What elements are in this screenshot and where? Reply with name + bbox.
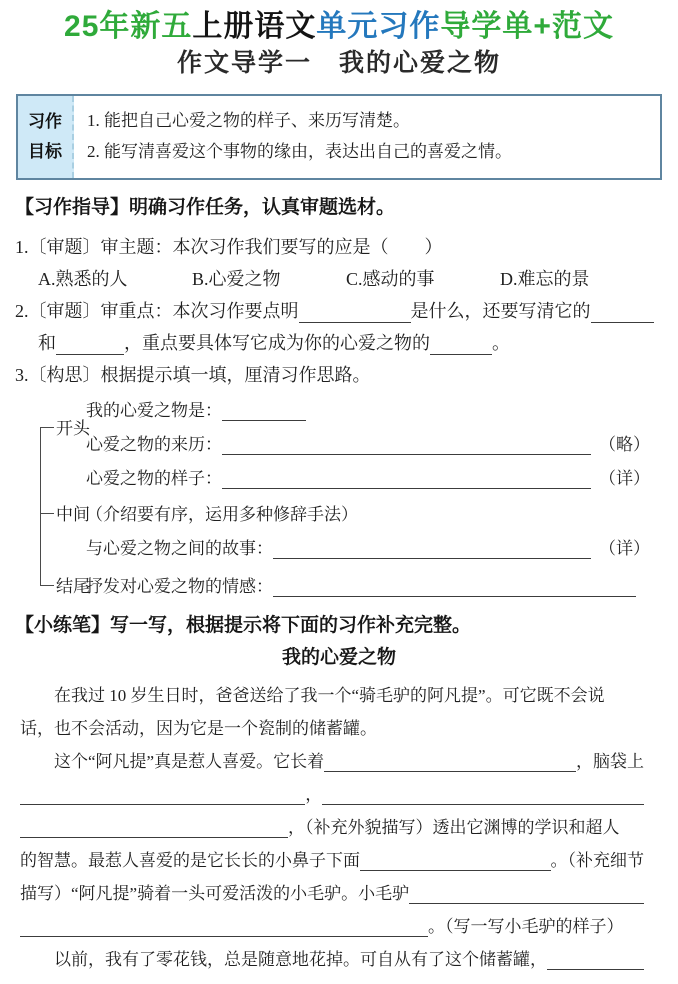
title-part-edition: 25年新五 — [64, 10, 193, 43]
fill-in-blank — [273, 553, 591, 559]
goal-item-1: 1. 能把自己心爱之物的样子、来历写清楚。 — [87, 111, 410, 130]
outline-row-appearance: 心爱之物的样子： （详） — [86, 468, 650, 488]
bracket-tick-start — [40, 427, 54, 428]
title-part-unit: 单元习作 — [316, 10, 441, 43]
outline-row-emotion: 抒发对心爱之物的情感： — [86, 573, 650, 597]
writing-goals-box — [16, 94, 662, 180]
bracket-tick-end — [40, 585, 54, 586]
outline-diagram — [0, 391, 678, 601]
goals-box-label — [18, 96, 74, 178]
fill-in-blank — [56, 349, 124, 355]
fill-in-blank — [20, 832, 288, 838]
essay-line-5: ，（补充外貌描写）透出它渊博的学识和超人 — [20, 805, 644, 838]
fill-in-blank — [430, 349, 492, 355]
bracket-tick-middle — [40, 513, 54, 514]
fill-in-blank — [322, 799, 644, 805]
essay-line-7: 描写）“阿凡提”骑着一头可爱活泼的小毛驴。小毛驴 — [20, 871, 644, 904]
goals-label-line2: 目标 — [28, 142, 62, 161]
title-part-sheet: 导学单+范文 — [440, 10, 614, 43]
outline-label-middle: 中间 — [56, 504, 90, 524]
goals-box-content — [74, 96, 660, 178]
outline-row-origin: 心爱之物的来历： （略） — [86, 434, 650, 454]
page-subtitle: 作文导学一 我的心爱之物 — [176, 49, 501, 77]
outline-label-start: 开头 — [56, 418, 90, 438]
fill-in-blank — [222, 449, 591, 455]
essay-line-1: 在我过 10 岁生日时，爸爸送给了我一个“骑毛驴的阿凡提”。可它既不会说 — [54, 685, 605, 705]
guidance-section — [0, 195, 678, 387]
fill-in-blank — [591, 317, 655, 323]
title-part-book: 上册语文 — [192, 10, 317, 43]
fill-in-blank — [324, 766, 576, 772]
fill-in-blank — [273, 591, 636, 597]
question-2-line-1: 2.〔审题〕审重点：本次习作要点明 是什么，还要写清它的 — [15, 291, 654, 323]
essay-line-8: 。（写一写小毛驴的样子） — [20, 904, 644, 937]
option-d: D.难忘的景 — [500, 269, 590, 290]
fill-in-blank — [299, 317, 411, 323]
essay-line-2: 话，也不会活动，因为它是一个瓷制的储蓄罐。 — [20, 718, 377, 738]
fill-in-blank — [360, 865, 551, 871]
goals-label-line1: 习作 — [28, 112, 62, 131]
option-c: C.感动的事 — [346, 269, 435, 290]
essay-line-3: 这个“阿凡提”真是惹人喜爱。它长着 ，脑袋上 — [54, 751, 644, 771]
bracket-vertical-line — [40, 427, 41, 585]
outline-label-end: 结尾 — [56, 576, 90, 596]
guidance-heading: 【习作指导】明确习作任务，认真审题选材。 — [15, 197, 396, 218]
question-1 — [15, 227, 654, 259]
outline-row-story: 与心爱之物之间的故事： （详） — [86, 538, 650, 558]
page-title — [0, 8, 678, 46]
essay-line-6: 的智慧。最惹人喜爱的是它长长的小鼻子下面 。（补充细节 — [20, 850, 644, 870]
question-2-line-2: 和 ，重点要具体写它成为你的心爱之物的 。 — [38, 333, 510, 354]
essay-body — [0, 671, 678, 970]
question-3: 3.〔构思〕根据提示填一填，厘清习作思路。 — [15, 365, 371, 386]
question-1-options — [15, 259, 654, 291]
outline-row-note: （介绍要有序，运用多种修辞手法） — [86, 504, 358, 524]
question-1-text: 1.〔审题〕审主题：本次习作我们要写的应是（ ） — [15, 237, 443, 258]
outline-row-object: 我的心爱之物是： — [86, 397, 650, 421]
fill-in-blank — [20, 799, 305, 805]
option-b: B.心爱之物 — [192, 269, 281, 290]
fill-in-blank — [409, 898, 644, 904]
essay-line-9: 以前，我有了零花钱，总是随意地花掉。可自从有了这个储蓄罐， — [20, 937, 644, 970]
practice-heading: 【小练笔】写一写，根据提示将下面的习作补充完整。 — [15, 615, 472, 636]
fill-in-blank — [222, 415, 306, 421]
fill-in-blank — [20, 931, 428, 937]
essay-title: 我的心爱之物 — [281, 647, 396, 668]
goal-item-2: 2. 能写清喜爱这个事物的缘由，表达出自己的喜爱之情。 — [87, 142, 512, 161]
fill-in-blank — [222, 483, 591, 489]
essay-line-4: ， — [20, 772, 644, 805]
option-a: A.熟悉的人 — [38, 269, 128, 290]
fill-in-blank — [547, 964, 644, 970]
